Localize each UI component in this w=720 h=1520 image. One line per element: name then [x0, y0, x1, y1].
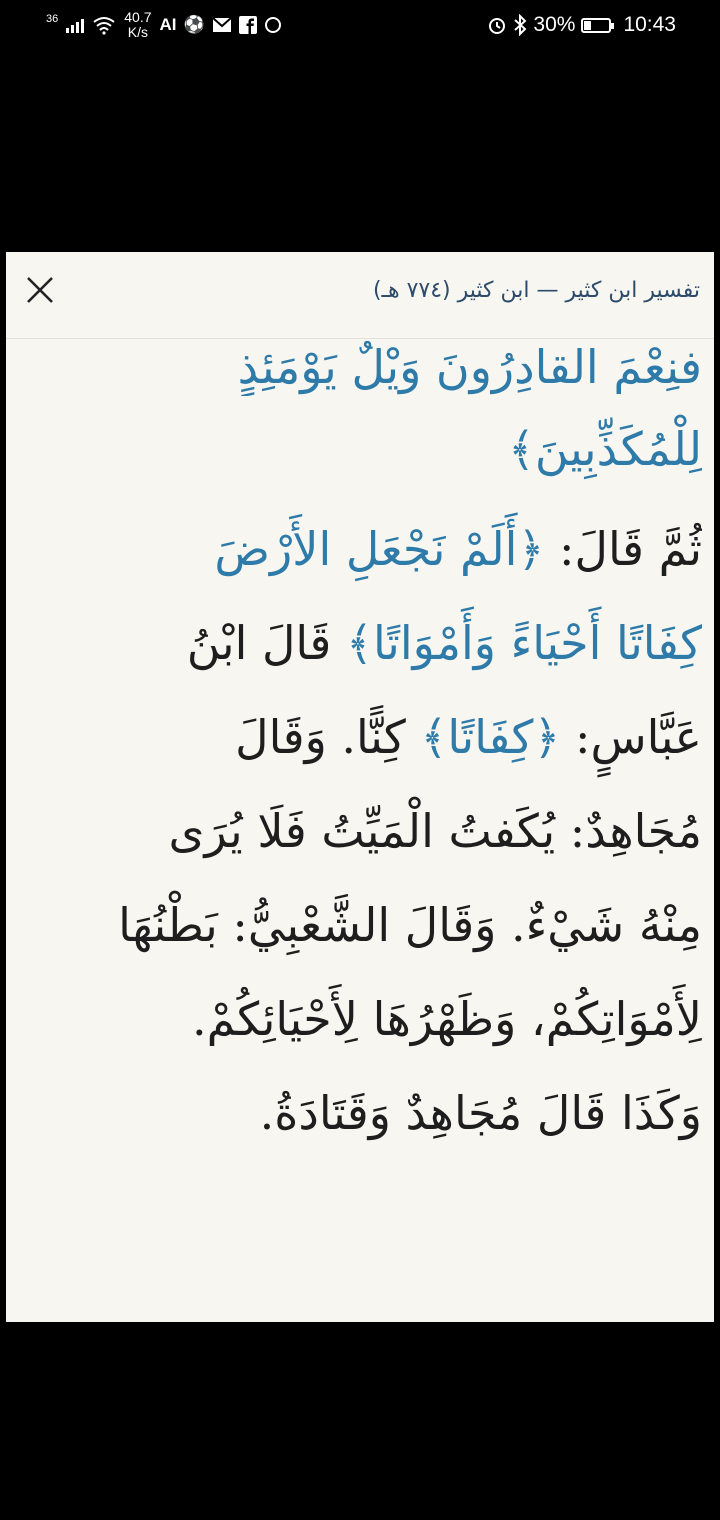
soccer-icon: ⚽: [183, 15, 205, 34]
network-speed: [124, 10, 151, 40]
battery-fill: [584, 21, 591, 30]
speed-unit: K/s: [127, 24, 148, 40]
speed-value: 40.7: [124, 9, 152, 25]
commentary-text: قَالَ ابْنُ: [186, 616, 347, 670]
mail-icon: [212, 17, 232, 33]
status-right: [487, 13, 676, 37]
circle-icon: [264, 16, 282, 34]
wifi-icon: [92, 15, 116, 35]
signal-icon: [66, 17, 84, 33]
text-line: [72, 596, 702, 690]
clock: 10:43: [623, 13, 676, 36]
bluetooth-icon: [513, 14, 527, 36]
commentary-text: مُجَاهِدٌ: يُكَفتُ الْمَيِّتُ فَلَا يُرَى: [168, 804, 702, 858]
close-button[interactable]: [22, 272, 58, 308]
facebook-icon: [239, 16, 257, 34]
battery-percent: 30%: [533, 13, 576, 36]
notification-icons: [160, 15, 282, 35]
quran-quote: ﴿أَلَمْ نَجْعَلِ الأَرْضَ: [214, 522, 545, 576]
status-bar: [0, 0, 720, 58]
commentary-text: كِنًّا. وَقَالَ: [235, 710, 421, 764]
text-line: [72, 784, 702, 878]
quran-quote: كِفَاتًا أَحْيَاءً وَأَمْوَاتًا﴾: [346, 616, 702, 670]
tafsir-panel: [6, 252, 714, 1322]
close-icon: [24, 274, 56, 306]
network-type: 36: [46, 12, 59, 25]
commentary-text: لِأَمْوَاتِكُمْ، وَظَهْرُهَا لِأَحْيَائِكُمْ.: [191, 992, 702, 1046]
ai-icon: AI: [159, 15, 177, 34]
text-line: [72, 972, 702, 1066]
text-line: [72, 690, 702, 784]
commentary-text: مِنْهُ شَيْءٌ. وَقَالَ الشَّعْبِيُّ: بَطْنُهَا: [118, 898, 702, 952]
commentary-text: ثُمَّ قَالَ:: [544, 522, 702, 576]
panel-header: [6, 252, 714, 339]
commentary-text: عَبَّاسٍ:: [560, 710, 702, 764]
panel-title: تفسير ابن كثير — ابن كثير (٧٧٤ هـ): [372, 278, 700, 303]
quran-quote: ﴿كِفَاتًا﴾: [420, 710, 561, 764]
battery-icon: [581, 18, 611, 33]
text-line: [72, 1066, 702, 1160]
commentary-text: وَكَذَا قَالَ مُجَاهِدٌ وَقَتَادَةُ.: [259, 1086, 702, 1140]
text-line: [72, 338, 702, 396]
alarm-icon: [487, 15, 507, 35]
status-left: [46, 10, 282, 40]
text-line: [72, 878, 702, 972]
quran-quote: لِلْمُكَذِّبِينَ﴾: [507, 422, 702, 476]
tafsir-text: [72, 336, 702, 1160]
text-line: [72, 502, 702, 596]
text-line: [72, 396, 702, 502]
quran-quote: فنِعْمَ القادِرُونَ وَيْلٌ يَوْمَئِذٍ: [237, 340, 702, 394]
